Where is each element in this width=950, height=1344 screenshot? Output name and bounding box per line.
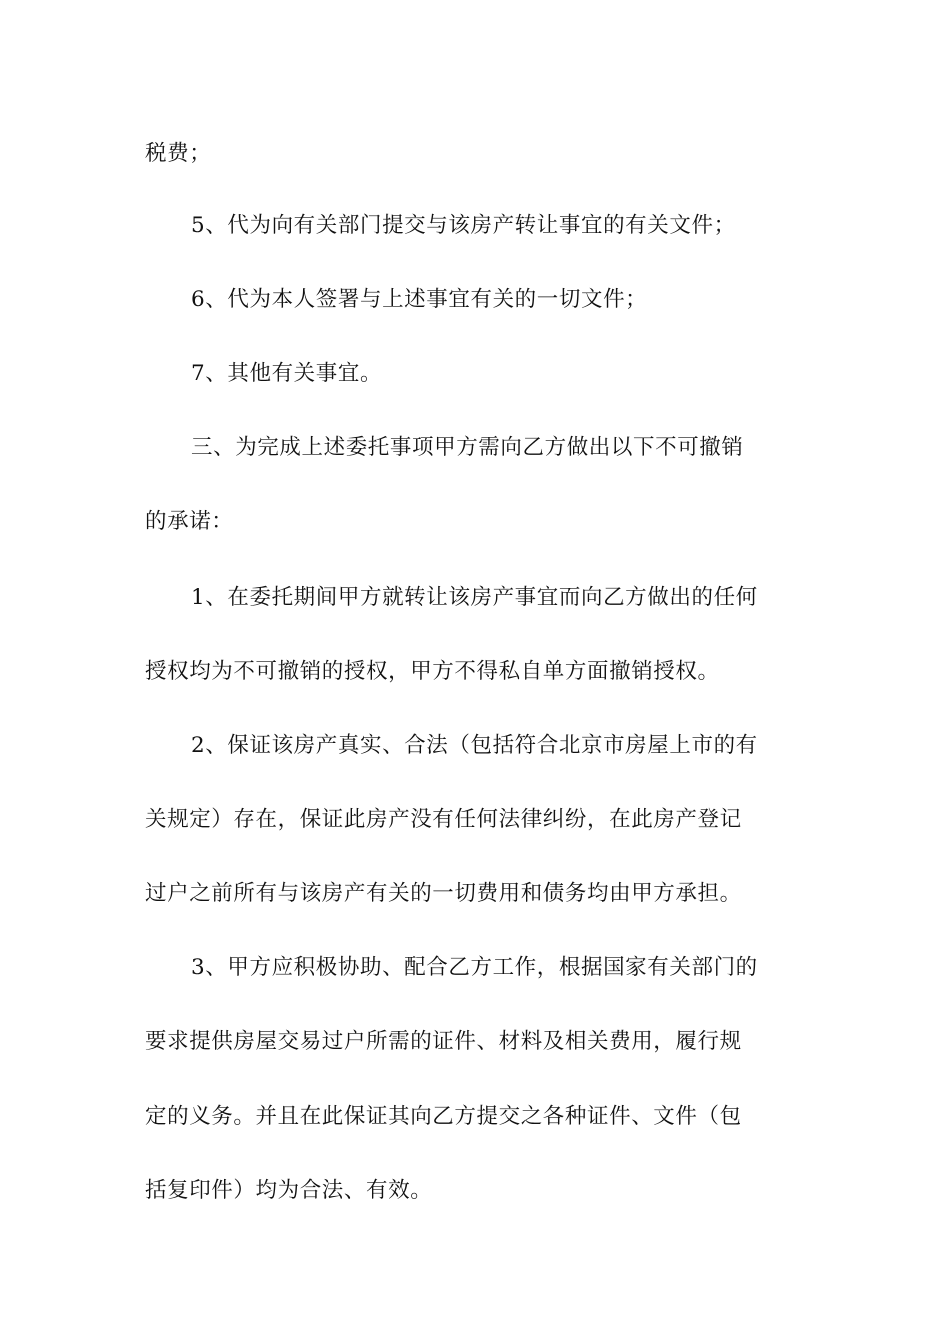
promise-1-line-1: 1、在委托期间甲方就转让该房产事宜而向乙方做出的任何 <box>191 585 758 610</box>
promise-2-line-2: 关规定）存在，保证此房产没有任何法律纠纷，在此房产登记 <box>145 807 742 832</box>
text-line-item-7: 7、其他有关事宜。 <box>191 361 383 386</box>
promise-2-line-3: 过户之前所有与该房产有关的一切费用和债务均由甲方承担。 <box>145 881 742 906</box>
promise-3-line-2: 要求提供房屋交易过户所需的证件、材料及相关费用，履行规 <box>145 1029 742 1054</box>
promise-3-line-1: 3、甲方应积极协助、配合乙方工作，根据国家有关部门的 <box>191 955 758 980</box>
section-three-heading: 三、为完成上述委托事项甲方需向乙方做出以下不可撤销 <box>191 435 744 460</box>
promise-2-line-1: 2、保证该房产真实、合法（包括符合北京市房屋上市的有 <box>191 733 758 758</box>
text-line-taxes: 税费； <box>145 141 212 166</box>
promise-3-line-4: 括复印件）均为合法、有效。 <box>145 1178 433 1203</box>
promise-1-line-2: 授权均为不可撤销的授权，甲方不得私自单方面撤销授权。 <box>145 659 720 684</box>
section-three-heading-cont: 的承诺： <box>145 509 234 534</box>
promise-3-line-3: 定的义务。并且在此保证其向乙方提交之各种证件、文件（包 <box>145 1104 742 1129</box>
text-line-item-6: 6、代为本人签署与上述事宜有关的一切文件； <box>191 287 648 312</box>
text-line-item-5: 5、代为向有关部门提交与该房产转让事宜的有关文件； <box>191 213 736 238</box>
